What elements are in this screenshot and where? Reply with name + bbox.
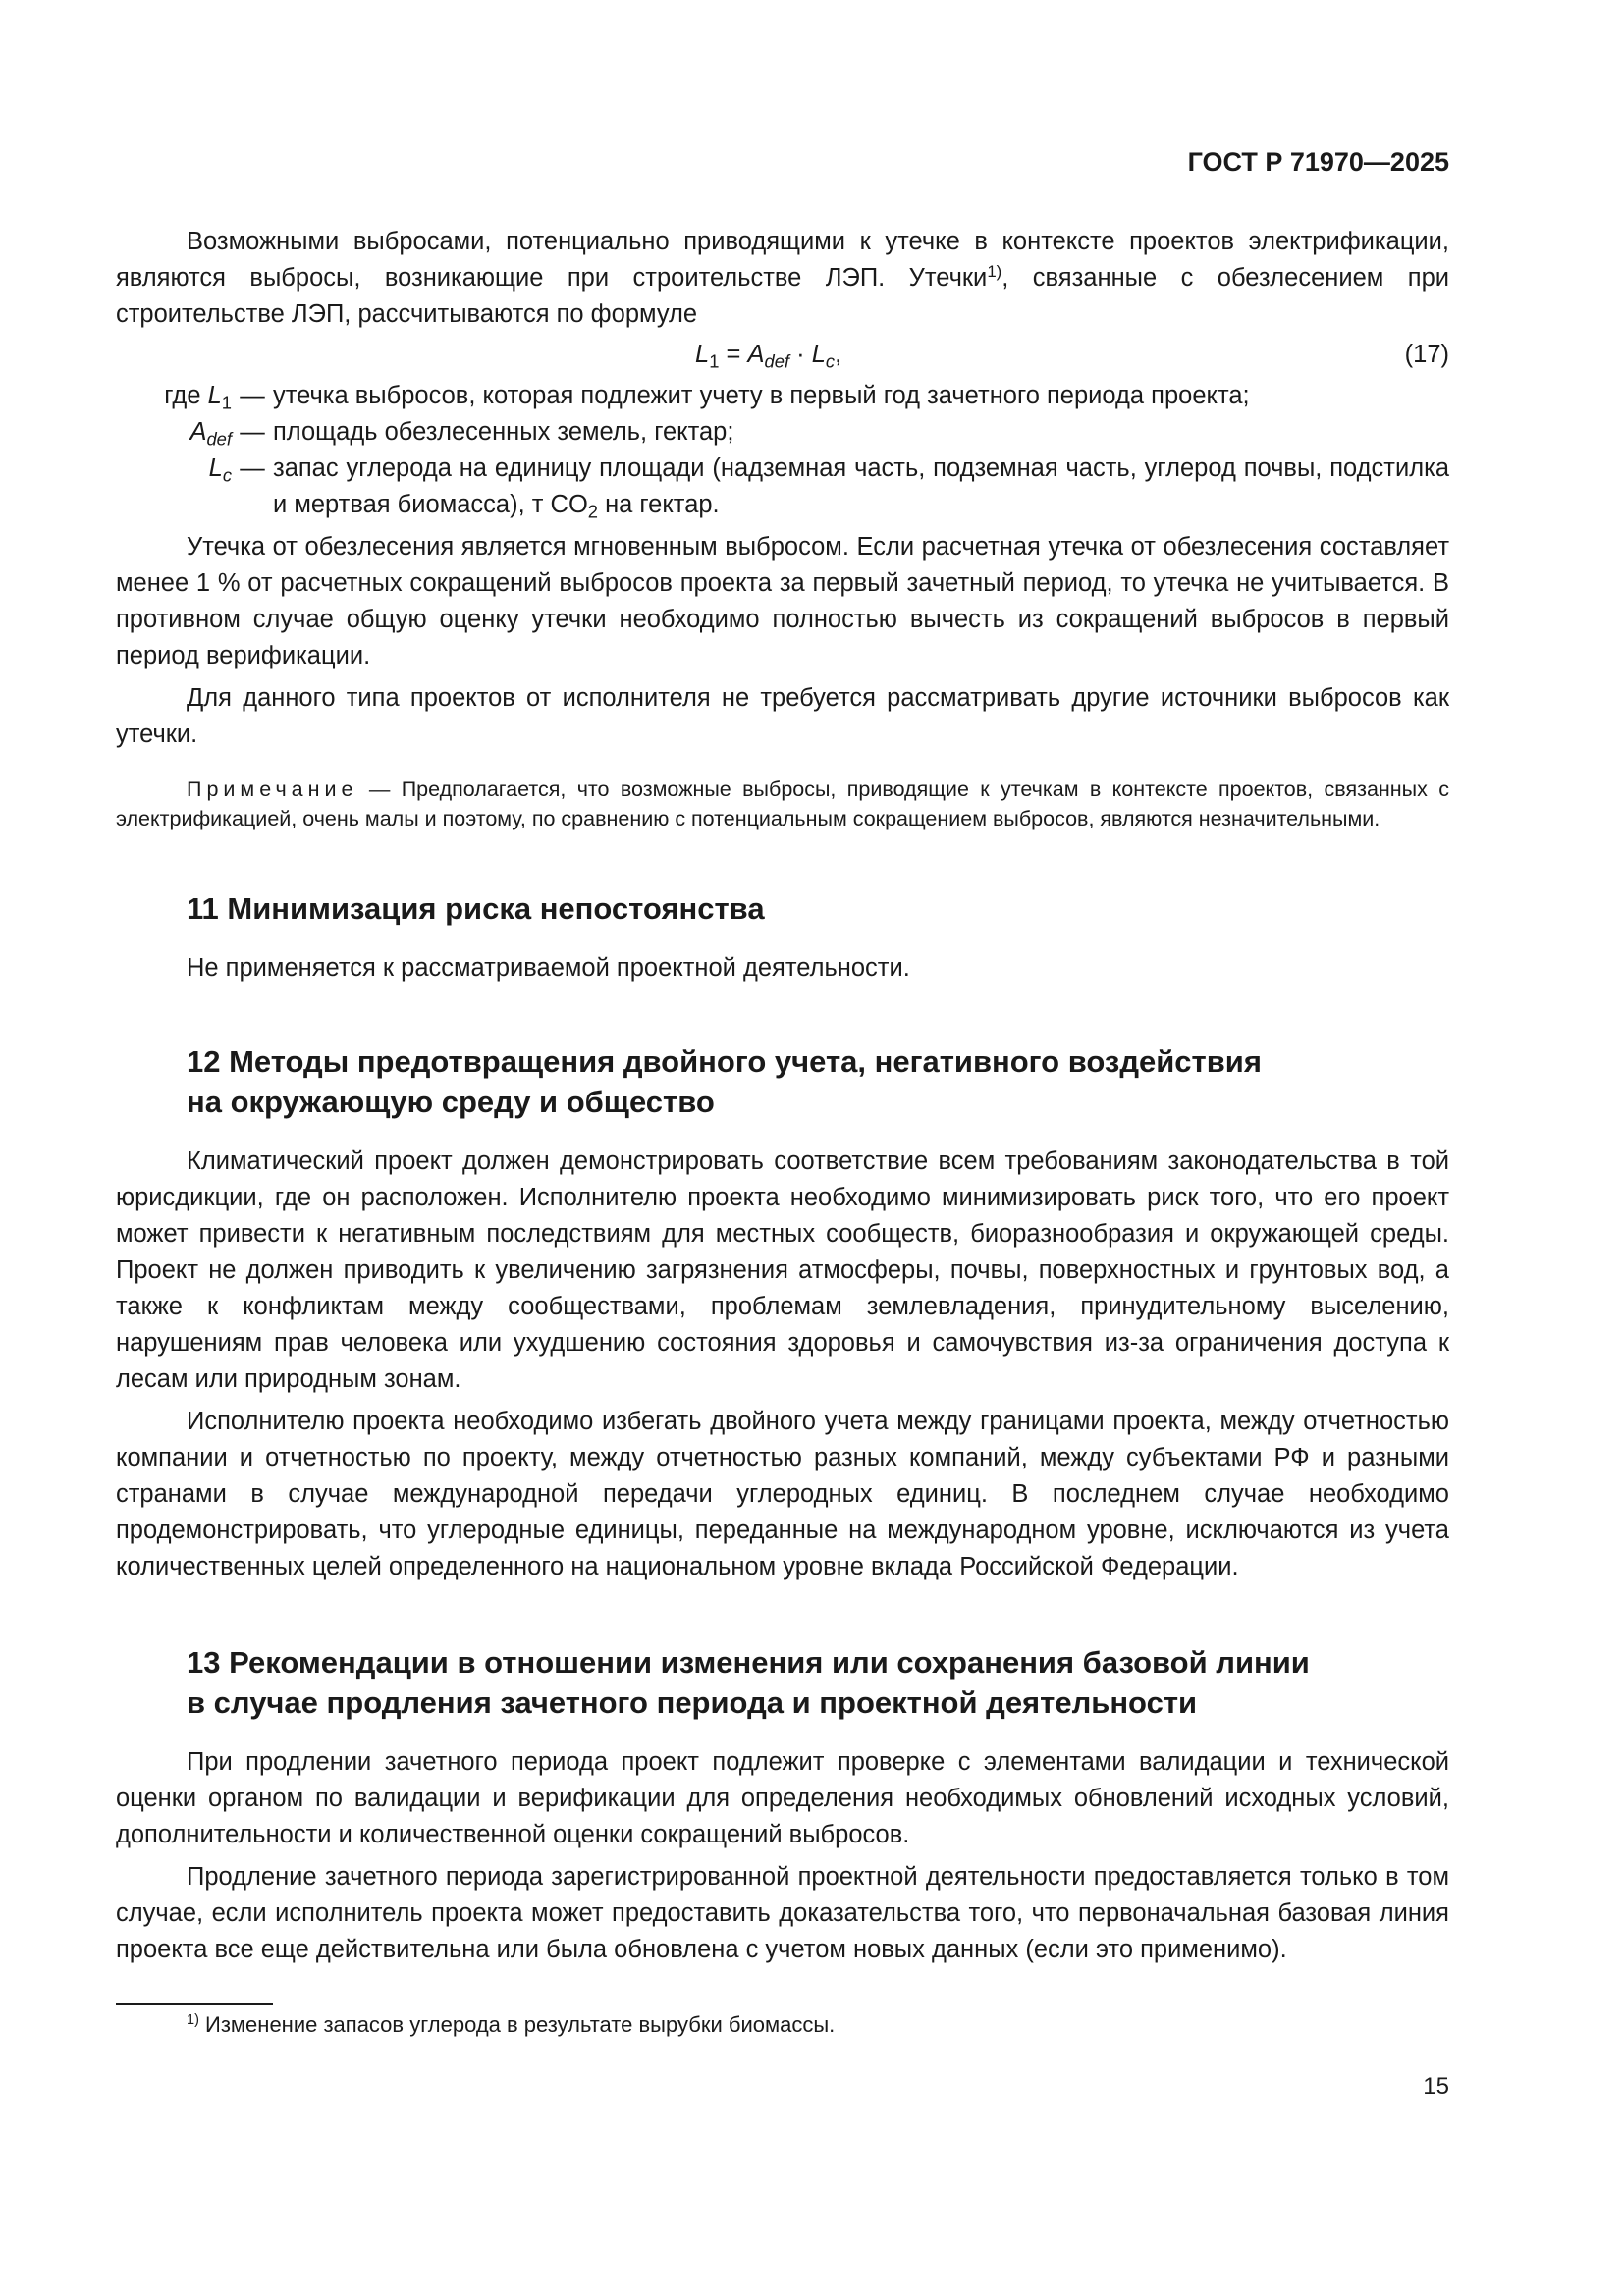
- formula-legend: [116, 378, 1449, 523]
- section-11-title: 11 Минимизация риска непостоянства: [187, 891, 765, 926]
- section-12-title: 12 Методы предотвращения двойного учета, негативного воздействия на окружающую среду и общество: [187, 1044, 1262, 1119]
- intro-text-a: Возможными выбросами, потенциально приводящими к утечке в контексте проектов электрификации, являются выбросы, возникающие при строительстве ЛЭП. Утечки: [116, 228, 1449, 292]
- intro-paragraph: [116, 224, 1449, 333]
- legend-text: площадь обезлесенных земель, гектар;: [273, 418, 734, 446]
- section-11-text: Не применяется к рассматриваемой проектной деятельности.: [187, 954, 910, 982]
- footnote-text: Изменение запасов углерода в результате вырубки биомассы.: [198, 2012, 836, 2037]
- paragraph: Утечка от обезлесения является мгновенным выбросом. Если расчетная утечка от обезлесения составляет менее 1 % от расчетных сокращений выбросов проекта за первый зачетный период, то утечка не учитывается. В противном случае общую оценку утечки необходимо полностью вычесть из сокращений выбросов в первый период верификации.: [116, 533, 1449, 669]
- note-label: Примечание: [187, 777, 358, 801]
- section-13-title: 13 Рекомендации в отношении изменения или сохранения базовой линии в случае продления зачетного периода и проектной деятельности: [187, 1645, 1310, 1720]
- document-header: ГОСТ Р 71970—2025: [1187, 147, 1449, 177]
- note: [116, 774, 1449, 833]
- footnote: [187, 2010, 835, 2040]
- footnote-mark: 1): [187, 2012, 199, 2029]
- paragraph: Исполнителю проекта необходимо избегать двойного учета между границами проекта, между отчетностью компании и отчетностью по проекту, между отчетностью разных компаний, между субъектами РФ и разными странами в случае международной передачи углеродных единиц. В последнем случае необходимо продемонстрировать, что углеродные единицы, переданные на международном уровне, исключаются из учета количественных целей определенного на национальном уровне вклада Российской Федерации.: [116, 1408, 1449, 1580]
- legend-text: утечка выбросов, которая подлежит учету в первый год зачетного периода проекта;: [273, 382, 1250, 409]
- legend-text: запас углерода на единицу площади (надземная часть, подземная часть, углерод почвы, подстилка и мертвая биомасса), т $CO_2$ на гектар.: [273, 454, 1449, 522]
- page-content: [116, 224, 1449, 1968]
- legend-prefix: где: [164, 382, 208, 409]
- page-number: 15: [1423, 2073, 1449, 2100]
- paragraph: Для данного типа проектов от исполнителя не требуется рассматривать другие источники выбросов как утечки.: [116, 684, 1449, 748]
- legend-row: где $L_1$ — утечка выбросов, которая подлежит учету в первый год зачетного периода проекта;: [116, 378, 1449, 414]
- note-text: — Предполагается, что возможные выбросы, приводящие к утечкам в контексте проектов, связанных с электрификацией, очень малы и поэтому, по сравнению с потенциальным сокращением выбросов, являются незначительными.: [116, 777, 1449, 830]
- formula-number: (17): [1404, 341, 1449, 368]
- legend-row: $L_c$ — запас углерода на единицу площади (надземная часть, подземная часть, углерод почвы, подстилка и мертвая биомасса), т $CO_2$ на гектар.: [116, 451, 1449, 523]
- footnote-ref: 1): [987, 261, 1002, 281]
- paragraph: При продлении зачетного периода проект подлежит проверке с элементами валидации и технической оценки органом по валидации и верификации для определения необходимых обновлений исходных условий, дополнительности и количественной оценки сокращений выбросов.: [116, 1748, 1449, 1848]
- paragraph: Продление зачетного периода зарегистрированной проектной деятельности предоставляется только в том случае, если исполнитель проекта может предоставить доказательства того, что первоначальная базовая линия проекта все еще действительна или была обновлена с учетом новых данных (если это применимо).: [116, 1863, 1449, 1963]
- legend-row: $A_{def}$ — площадь обезлесенных земель, гектар;: [116, 414, 1449, 451]
- paragraph: Климатический проект должен демонстрировать соответствие всем требованиям законодательства в той юрисдикции, где он расположен. Исполнителю проекта необходимо минимизировать риск того, что его проект может привести к негативным последствиям для местных сообществ, биоразнообразия и окружающей среды. Проект не должен приводить к увеличению загрязнения атмосферы, почвы, поверхностных и грунтовых вод, а также к конфликтам между сообществами, проблемам землевладения, принудительному выселению, нарушениям прав человека или ухудшению состояния здоровья и самочувствия из-за ограничения доступа к лесам или природным зонам.: [116, 1148, 1449, 1393]
- formula-17: [116, 333, 1449, 376]
- footnote-divider: [116, 2003, 273, 2005]
- intro-text-b: , связанные с обезлесением при строительстве ЛЭП, рассчитываются по формуле: [116, 264, 1450, 328]
- formula-expression: $L_1 = A_{def} \cdot L_c$,: [695, 341, 842, 372]
